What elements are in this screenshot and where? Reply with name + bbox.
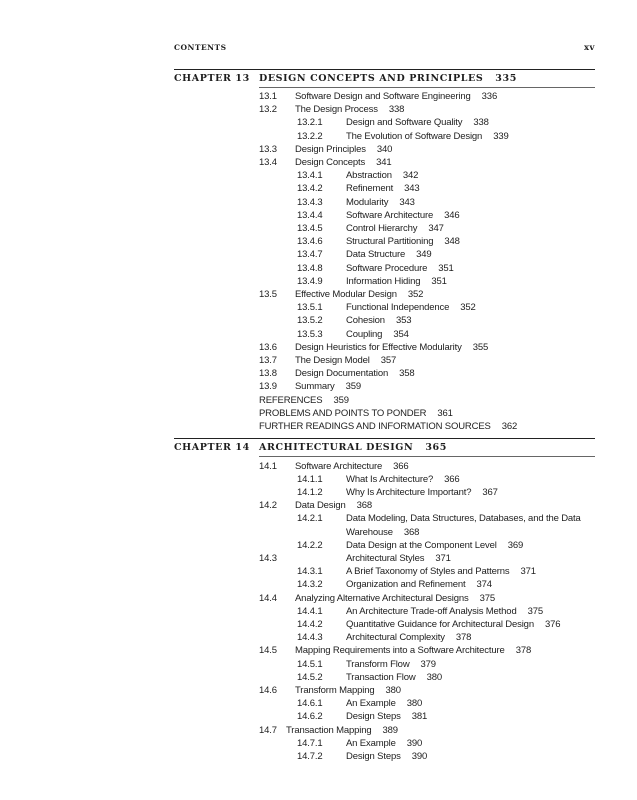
- entry-title: Organization and Refinement 374: [346, 579, 492, 591]
- entry-page: 338: [473, 117, 489, 129]
- toc-entry[interactable]: [259, 644, 595, 657]
- entry-title: What Is Architecture? 366: [346, 473, 460, 485]
- chapter-page: 365: [425, 442, 447, 453]
- entry-number: 13.5.3: [297, 328, 323, 340]
- entry-number: 14.2.2: [297, 539, 323, 551]
- entry-title: Coupling 354: [346, 328, 409, 340]
- toc-entry[interactable]: [297, 314, 595, 327]
- toc-entry[interactable]: [297, 169, 595, 182]
- entry-title: Data Structure 349: [346, 249, 432, 261]
- toc-entry[interactable]: [259, 724, 595, 737]
- entry-page: 343: [404, 183, 420, 195]
- toc-entry[interactable]: [297, 301, 595, 314]
- entry-title: Design and Software Quality 338: [346, 117, 489, 129]
- entry-title: Design Documentation 358: [295, 368, 415, 380]
- entry-number: 13.4.7: [297, 249, 323, 261]
- toc-entry[interactable]: [259, 499, 595, 512]
- entry-number: 13.9: [259, 381, 277, 393]
- toc-entry[interactable]: [259, 460, 595, 473]
- toc-entry[interactable]: [259, 143, 595, 156]
- entry-number: 14.4.2: [297, 618, 323, 630]
- entry-title: Transaction Mapping 389: [286, 724, 398, 736]
- entry-page: 359: [345, 381, 362, 393]
- entry-title: Software Architecture 346: [346, 209, 460, 221]
- entry-title: Abstraction 342: [346, 170, 419, 182]
- toc-entry[interactable]: [259, 380, 595, 393]
- entry-title: Functional Independence 352: [346, 302, 476, 314]
- entry-page: 353: [395, 315, 412, 327]
- toc-entry[interactable]: [297, 512, 595, 525]
- entry-number: 13.2: [259, 104, 277, 116]
- entry-title: Transaction Flow 380: [346, 671, 442, 683]
- entry-number: 13.5.1: [297, 302, 323, 314]
- entry-title: REFERENCES 359: [259, 394, 349, 406]
- entry-number: 14.4: [259, 592, 277, 604]
- entry-title: A Brief Taxonomy of Styles and Patterns 371: [346, 566, 536, 578]
- entry-page: 351: [431, 275, 447, 287]
- entry-title: Design Principles 340: [295, 143, 393, 155]
- toc-entry[interactable]: [297, 182, 595, 195]
- entry-number: 13.4.9: [297, 275, 323, 287]
- entry-number: 13.4.3: [297, 196, 323, 208]
- toc-entry[interactable]: [259, 407, 595, 420]
- entry-page: 380: [406, 698, 423, 710]
- entry-number: 13.4.5: [297, 223, 323, 234]
- chapter-title: ARCHITECTURAL DESIGN 365: [259, 442, 447, 453]
- toc-entry[interactable]: [297, 209, 595, 222]
- entry-page: 374: [476, 579, 492, 591]
- entry-title: Data Design 368: [295, 500, 373, 512]
- entry-title: Transform Mapping 380: [295, 684, 401, 696]
- entry-title: Cohesion 353: [346, 315, 412, 327]
- entry-page: 343: [399, 196, 415, 208]
- entry-number: 14.3.2: [297, 579, 323, 591]
- entry-page: 355: [472, 341, 489, 353]
- chapter-page: 335: [495, 73, 517, 84]
- entry-title: Data Design at the Component Level 369: [346, 539, 524, 551]
- entry-number: 13.4.8: [297, 262, 323, 274]
- entry-number: 13.5: [259, 289, 277, 300]
- toc-entry[interactable]: [297, 671, 595, 684]
- entry-number: 14.1.2: [297, 486, 323, 498]
- entry-page: 339: [493, 130, 509, 142]
- toc-entry[interactable]: [297, 631, 595, 644]
- entry-page: 376: [544, 618, 561, 630]
- entry-page: 381: [411, 711, 428, 723]
- entry-number: 14.3.1: [297, 566, 323, 578]
- entry-page: 347: [428, 223, 444, 234]
- entry-page: 336: [481, 91, 498, 102]
- toc-entry[interactable]: [297, 262, 595, 275]
- toc-entry[interactable]: [259, 684, 595, 697]
- toc-entry[interactable]: [297, 565, 595, 578]
- entry-title: Design Steps 381: [346, 711, 428, 723]
- entry-page: 369: [507, 539, 524, 551]
- entry-title: Control Hierarchy 347: [346, 223, 444, 234]
- entry-number: 14.7.2: [297, 750, 323, 762]
- toc-entry[interactable]: [297, 275, 595, 288]
- toc-entry[interactable]: [297, 618, 595, 631]
- entry-title: Modularity 343: [346, 196, 415, 208]
- entry-number: 14.7.1: [297, 737, 323, 749]
- toc-entry[interactable]: [259, 354, 595, 367]
- divider: [259, 87, 595, 88]
- toc-entry[interactable]: [297, 222, 595, 235]
- entry-page: 354: [393, 328, 409, 340]
- entry-number: 13.7: [259, 355, 277, 366]
- entry-title: An Architecture Trade-off Analysis Method 375: [346, 605, 543, 617]
- chapter-14-heading: [174, 438, 595, 453]
- toc-entry[interactable]: [297, 658, 595, 671]
- entry-page: 359: [333, 394, 349, 406]
- toc-entry[interactable]: [297, 697, 595, 710]
- entry-page: 368: [403, 526, 420, 538]
- chapter-13-heading: [174, 69, 595, 84]
- entry-page: 375: [479, 592, 496, 604]
- entry-title: Design Concepts 341: [295, 157, 392, 168]
- toc-entry[interactable]: [297, 473, 595, 486]
- entry-number: 13.2.2: [297, 130, 323, 142]
- entry-title: Summary 359: [295, 381, 362, 393]
- entry-title: Software Architecture 366: [295, 460, 409, 472]
- entry-number: 13.6: [259, 341, 277, 353]
- entry-title: The Evolution of Software Design 339: [346, 130, 509, 142]
- entry-number: 14.4.3: [297, 632, 323, 644]
- entry-title: Why Is Architecture Important? 367: [346, 486, 498, 498]
- entry-title: Software Design and Software Engineering 336: [295, 91, 498, 102]
- entry-title: An Example 390: [346, 737, 423, 749]
- entry-page: 352: [460, 302, 476, 314]
- entry-number: 13.4.4: [297, 209, 323, 221]
- entry-page: 366: [444, 473, 460, 485]
- entry-page: 362: [501, 421, 518, 432]
- entry-title: Architectural Complexity 378: [346, 632, 472, 644]
- entry-page: 371: [520, 566, 536, 578]
- toc-entry[interactable]: [297, 486, 595, 499]
- entry-page: 366: [393, 460, 409, 472]
- entry-number: 13.4.2: [297, 183, 323, 195]
- entry-title: Quantitative Guidance for Architectural Design 376: [346, 618, 561, 630]
- entry-number: 14.4.1: [297, 605, 323, 617]
- toc-entry[interactable]: [259, 394, 595, 407]
- toc-entry[interactable]: [297, 235, 595, 248]
- entry-page: 390: [406, 737, 423, 749]
- entry-page: 352: [407, 289, 424, 300]
- entry-title: Structural Partitioning 348: [346, 236, 460, 248]
- entry-number: 13.3: [259, 143, 277, 155]
- entry-number: 14.5.1: [297, 658, 323, 670]
- entry-number: 14.7: [259, 724, 277, 736]
- entry-title: Effective Modular Design 352: [295, 289, 424, 300]
- entry-page: 368: [356, 500, 373, 512]
- entry-title: The Design Process 338: [295, 104, 405, 116]
- entry-title: Transform Flow 379: [346, 658, 436, 670]
- entry-number: 13.1: [259, 91, 277, 102]
- toc-entry[interactable]: [259, 341, 595, 354]
- entry-page: 380: [385, 684, 401, 696]
- entry-number: 13.8: [259, 368, 277, 380]
- toc-entry[interactable]: [259, 592, 595, 605]
- entry-page: 340: [376, 143, 393, 155]
- entry-page: 341: [376, 157, 392, 168]
- entry-page: 349: [416, 249, 432, 261]
- entry-number: 14.5: [259, 645, 277, 657]
- toc-entry[interactable]: [259, 103, 595, 116]
- entry-title: Data Modeling, Data Structures, Databases, and the Data: [346, 513, 581, 525]
- entry-page: 379: [420, 658, 436, 670]
- toc-entry[interactable]: [297, 578, 595, 591]
- entry-title: PROBLEMS AND POINTS TO PONDER 361: [259, 407, 453, 419]
- toc-entry[interactable]: [259, 156, 595, 169]
- entry-number: 14.2: [259, 500, 277, 512]
- toc-entry[interactable]: [259, 367, 595, 380]
- running-head: [174, 43, 595, 55]
- entry-number: 13.4: [259, 157, 277, 168]
- entry-number: 14.3: [259, 552, 277, 564]
- entry-title: Analyzing Alternative Architectural Designs 375: [295, 592, 496, 604]
- toc-entry[interactable]: [297, 526, 595, 539]
- entry-page: 346: [444, 209, 460, 221]
- entry-number: 13.4.6: [297, 236, 323, 248]
- entry-page: 351: [438, 262, 454, 274]
- entry-number: 14.6: [259, 684, 277, 696]
- entry-number: 14.5.2: [297, 671, 323, 683]
- entry-number: 14.6.2: [297, 711, 323, 723]
- entry-title: FURTHER READINGS AND INFORMATION SOURCES 362: [259, 421, 518, 432]
- chapter-title: DESIGN CONCEPTS AND PRINCIPLES 335: [259, 73, 517, 84]
- toc-entry[interactable]: [297, 130, 595, 143]
- divider: [259, 456, 595, 457]
- entry-page: 338: [388, 104, 405, 116]
- chapter-label: CHAPTER 13: [174, 73, 250, 84]
- toc-entry[interactable]: [297, 710, 595, 723]
- entry-title: Software Procedure 351: [346, 262, 454, 274]
- entry-page: 378: [515, 645, 532, 657]
- running-head-left: CONTENTS: [174, 43, 227, 52]
- entry-number: 13.2.1: [297, 117, 323, 129]
- entry-number: 13.5.2: [297, 315, 323, 327]
- entry-title: Mapping Requirements into a Software Architecture 378: [295, 645, 532, 657]
- entry-title: Warehouse 368: [346, 526, 420, 538]
- entry-title: An Example 380: [346, 698, 423, 710]
- entry-page: 375: [527, 605, 543, 617]
- toc-entry[interactable]: [297, 196, 595, 209]
- entry-number: 13.4.1: [297, 170, 323, 182]
- entry-title: Architectural Styles 371: [346, 552, 451, 564]
- toc-entry[interactable]: [259, 552, 595, 565]
- entry-title: Design Steps 390: [346, 750, 428, 762]
- entry-title: The Design Model 357: [295, 355, 397, 366]
- entry-number: 14.6.1: [297, 698, 323, 710]
- entry-title: Design Heuristics for Effective Modularity 355: [295, 341, 489, 353]
- page-number: xv: [583, 43, 595, 53]
- entry-page: 380: [426, 671, 442, 683]
- entry-page: 367: [482, 486, 498, 498]
- entry-page: 378: [455, 632, 472, 644]
- toc-entry[interactable]: [259, 420, 595, 433]
- entry-page: 371: [435, 552, 451, 564]
- toc-entry[interactable]: [297, 737, 595, 750]
- entry-page: 390: [411, 750, 428, 762]
- toc-entry[interactable]: [259, 90, 595, 103]
- entry-page: 389: [382, 724, 398, 736]
- entry-number: 14.1: [259, 460, 277, 472]
- toc-entry[interactable]: [297, 605, 595, 618]
- entry-page: 348: [444, 236, 460, 248]
- entry-page: 342: [402, 170, 419, 182]
- toc-entry[interactable]: [259, 288, 595, 301]
- entry-title: Refinement 343: [346, 183, 420, 195]
- entry-page: 358: [399, 368, 415, 380]
- entry-page: 361: [437, 407, 453, 419]
- toc-entry[interactable]: [297, 328, 595, 341]
- entry-number: 14.1.1: [297, 473, 323, 485]
- toc-entry[interactable]: [297, 539, 595, 552]
- toc-entry[interactable]: [297, 750, 595, 763]
- toc-entry[interactable]: [297, 248, 595, 261]
- entry-number: 14.2.1: [297, 513, 323, 525]
- chapter-label: CHAPTER 14: [174, 442, 250, 453]
- entry-page: 357: [380, 355, 397, 366]
- entry-title: Information Hiding 351: [346, 275, 447, 287]
- toc-entry[interactable]: [297, 116, 595, 129]
